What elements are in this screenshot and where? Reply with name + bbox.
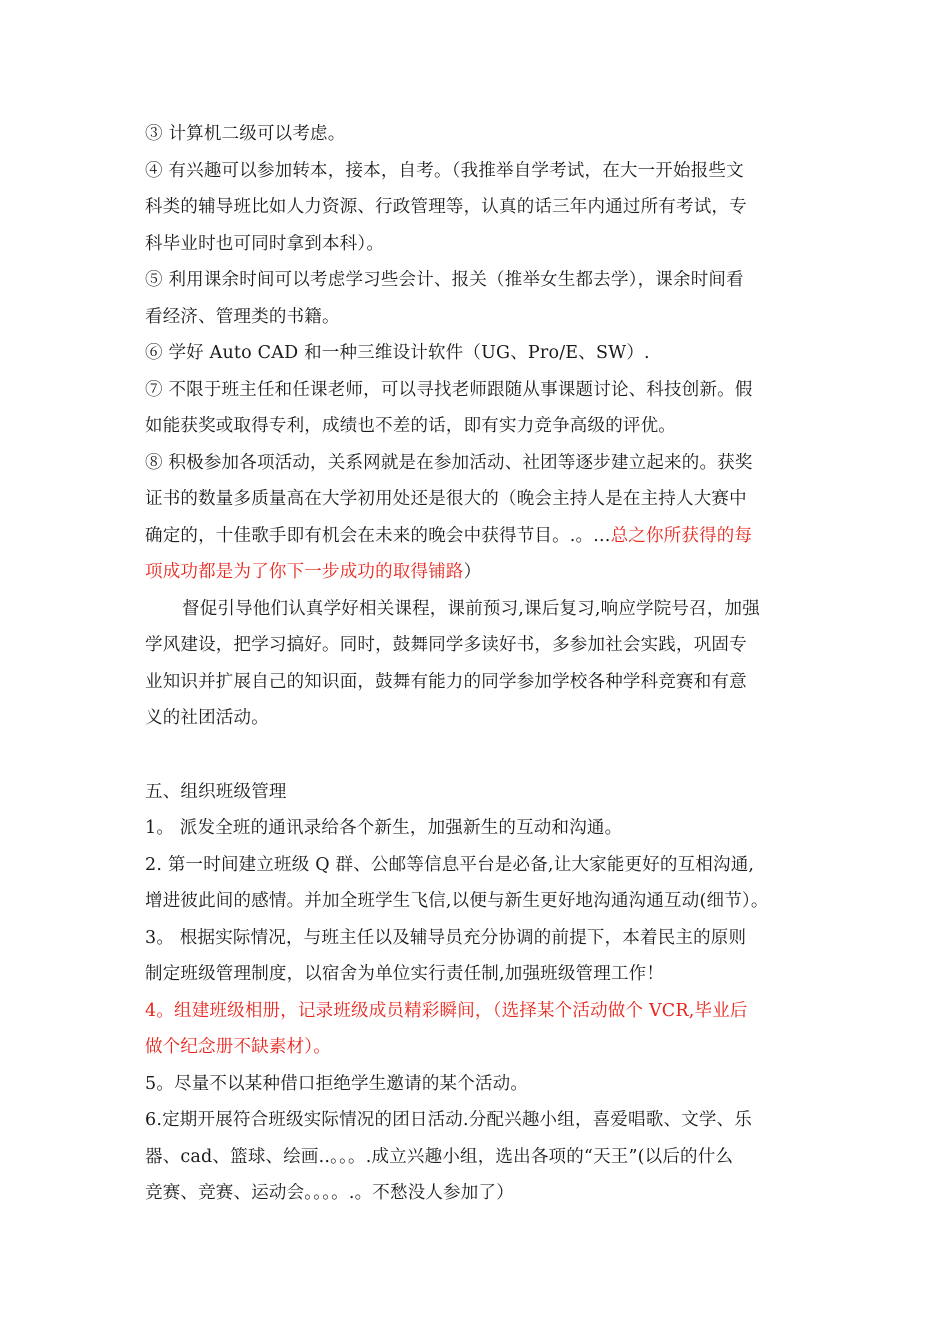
list-item-highlighted-continued: 做个纪念册不缺素材）。 — [145, 1037, 331, 1057]
text-line-mixed — [145, 554, 815, 591]
paragraph-line: 学风建设，把学习搞好。同时，鼓舞同学多读好书，多参加社会实践，巩固专 — [145, 635, 747, 655]
text-line: 科类的辅导班比如人力资源、行政管理等，认真的话三年内通过所有考试，专 — [145, 197, 747, 217]
text-segment: 确定的，十佳歌手即有机会在未来的晚会中获得节目。.。... — [145, 525, 611, 546]
list-item-continued: 器、cad、篮球、绘画..。。。.成立兴趣小组，选出各项的“天王”(以后的什么 — [145, 1146, 734, 1167]
blank-line — [145, 737, 815, 774]
text-line: 科毕业时也可同时拿到本科）。 — [145, 233, 385, 254]
text-line-mixed — [145, 518, 815, 555]
text-line: 证书的数量多质量高在大学初用处还是很大的（晚会主持人是在主持人大赛中 — [145, 489, 747, 509]
paragraph-line: 义的社团活动。 — [145, 708, 269, 728]
paragraph-line: 业知识并扩展自己的知识面，鼓舞有能力的同学参加学校各种学科竞赛和有意 — [145, 671, 747, 692]
text-line: 如能获奖或取得专利，成绩也不差的话，即有实力竞争高级的评优。 — [145, 416, 676, 436]
list-item: 6.定期开展符合班级实际情况的团日活动.分配兴趣小组，喜爱唱歌、文学、乐 — [145, 1110, 752, 1130]
text-line: ⑦ 不限于班主任和任课老师，可以寻找老师跟随从事课题讨论、科技创新。假 — [145, 379, 753, 400]
text-line: ③ 计算机二级可以考虑。 — [145, 124, 346, 144]
list-item-continued: 竞赛、竞赛、运动会。。。。.。不愁没人参加了） — [145, 1183, 514, 1203]
highlighted-text: 总之你所获得的每 — [610, 525, 753, 546]
list-item-continued: 增进彼此间的感情。并加全班学生飞信,以便与新生更好地沟通沟通互动(细节）。 — [145, 891, 769, 911]
list-item: 5。尽量不以某种借口拒绝学生邀请的某个活动。 — [145, 1073, 529, 1094]
list-item-continued: 制定班级管理制度，以宿舍为单位实行责任制,加强班级管理工作！ — [145, 964, 665, 984]
list-item: 1。 派发全班的通讯录给各个新生，加强新生的互动和沟通。 — [145, 818, 623, 838]
paragraph-line: 督促引导他们认真学好相关课程，课前预习,课后复习,响应学院号召，加强 — [182, 598, 760, 619]
list-item: 2. 第一时间建立班级 Q 群、公邮等信息平台是必备,让大家能更好的互相沟通, — [145, 854, 755, 875]
text-line: 看经济、管理类的书籍。 — [145, 306, 340, 327]
section-heading: 五、组织班级管理 — [145, 781, 287, 802]
highlighted-text: 项成功都是为了你下一步成功的取得铺路 — [145, 562, 464, 582]
text-line: ⑥ 学好 Auto CAD 和一种三维设计软件（UG、Pro/E、SW）. — [145, 343, 650, 363]
list-item-highlighted: 4。组建班级相册，记录班级成员精彩瞬间，（选择某个活动做个 VCR,毕业后 — [145, 1000, 748, 1021]
text-line: ④ 有兴趣可以参加转本，接本，自考。（我推举自学考试，在大一开始报些文 — [145, 160, 744, 181]
document-page — [145, 116, 815, 1212]
text-line: ⑤ 利用课余时间可以考虑学习些会计、报关（推举女生都去学），课余时间看 — [145, 270, 744, 290]
text-line: ⑧ 积极参加各项活动，关系网就是在参加活动、社团等逐步建立起来的。获奖 — [145, 452, 753, 473]
list-item: 3。 根据实际情况，与班主任以及辅导员充分协调的前提下，本着民主的原则 — [145, 927, 747, 948]
text-segment: ） — [463, 562, 482, 582]
